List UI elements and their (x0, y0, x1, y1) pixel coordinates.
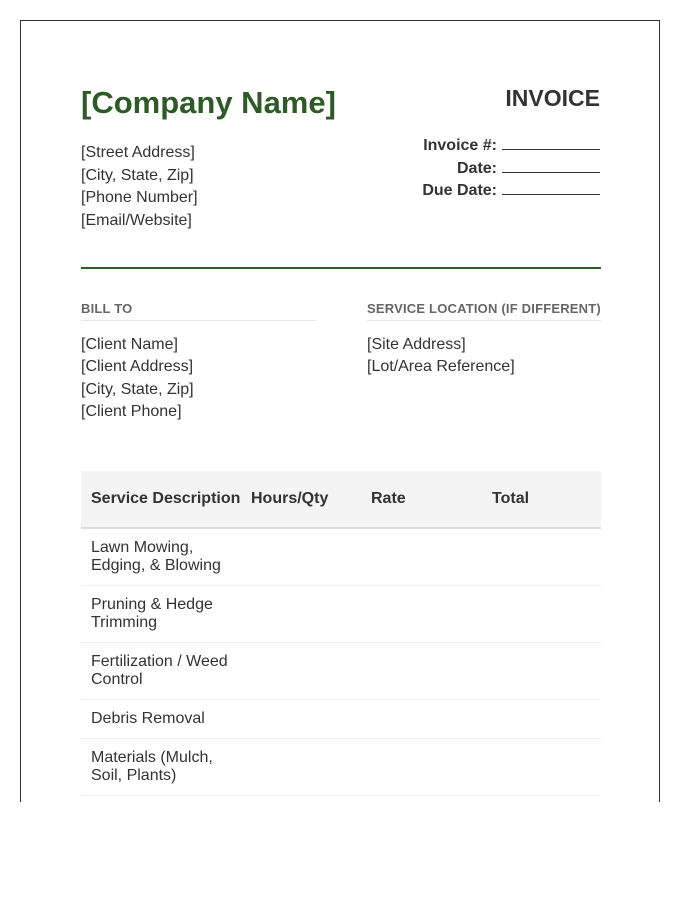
column-header-hours: Hours/Qty (251, 490, 329, 507)
invoice-page (20, 20, 660, 802)
company-info (81, 142, 198, 232)
date-label: Date: (456, 159, 497, 177)
service-location-heading: SERVICE LOCATION (IF DIFFERENT) (367, 301, 601, 321)
company-phone: [Phone Number] (81, 189, 198, 206)
table-header (81, 471, 601, 529)
invoice-meta (422, 135, 600, 203)
table-row (81, 643, 601, 700)
date-blank (502, 158, 600, 173)
invoice-number-row (422, 135, 600, 158)
bill-to-block (81, 334, 194, 423)
company-name: [Company Name] (81, 85, 336, 120)
invoice-number-blank (502, 135, 600, 150)
bill-to-heading: BILL TO (81, 301, 317, 321)
due-date-label: Due Date: (422, 182, 497, 199)
invoice-title: INVOICE (505, 85, 600, 111)
service-location-block (367, 334, 515, 379)
column-header-rate: Rate (371, 490, 406, 507)
client-name: [Client Name] (81, 336, 178, 353)
due-date-row (422, 180, 600, 203)
company-city: [City, State, Zip] (81, 166, 194, 184)
header-divider (81, 267, 601, 269)
site-address: [Site Address] (367, 336, 466, 353)
table-row (81, 586, 601, 643)
column-header-description: Service Description (91, 490, 241, 507)
row-description: Fertilization / Weed Control (91, 653, 228, 688)
company-street: [Street Address] (81, 144, 195, 161)
row-description: Materials (Mulch, Soil, Plants) (91, 749, 213, 784)
lot-area-reference: [Lot/Area Reference] (367, 358, 515, 376)
company-email: [Email/Website] (81, 211, 192, 229)
date-row (422, 158, 600, 181)
row-description: Lawn Mowing, Edging, & Blowing (91, 539, 221, 574)
due-date-blank (502, 180, 600, 195)
table-row (81, 739, 601, 796)
client-city: [City, State, Zip] (81, 380, 194, 398)
row-description: Debris Removal (91, 710, 205, 727)
items-table (81, 471, 601, 796)
row-description: Pruning & Hedge Trimming (91, 596, 213, 631)
invoice-number-label: Invoice #: (423, 137, 497, 154)
column-header-total: Total (492, 490, 530, 507)
table-row (81, 700, 601, 739)
table-row (81, 529, 601, 586)
client-phone: [Client Phone] (81, 402, 182, 420)
client-address: [Client Address] (81, 358, 194, 376)
